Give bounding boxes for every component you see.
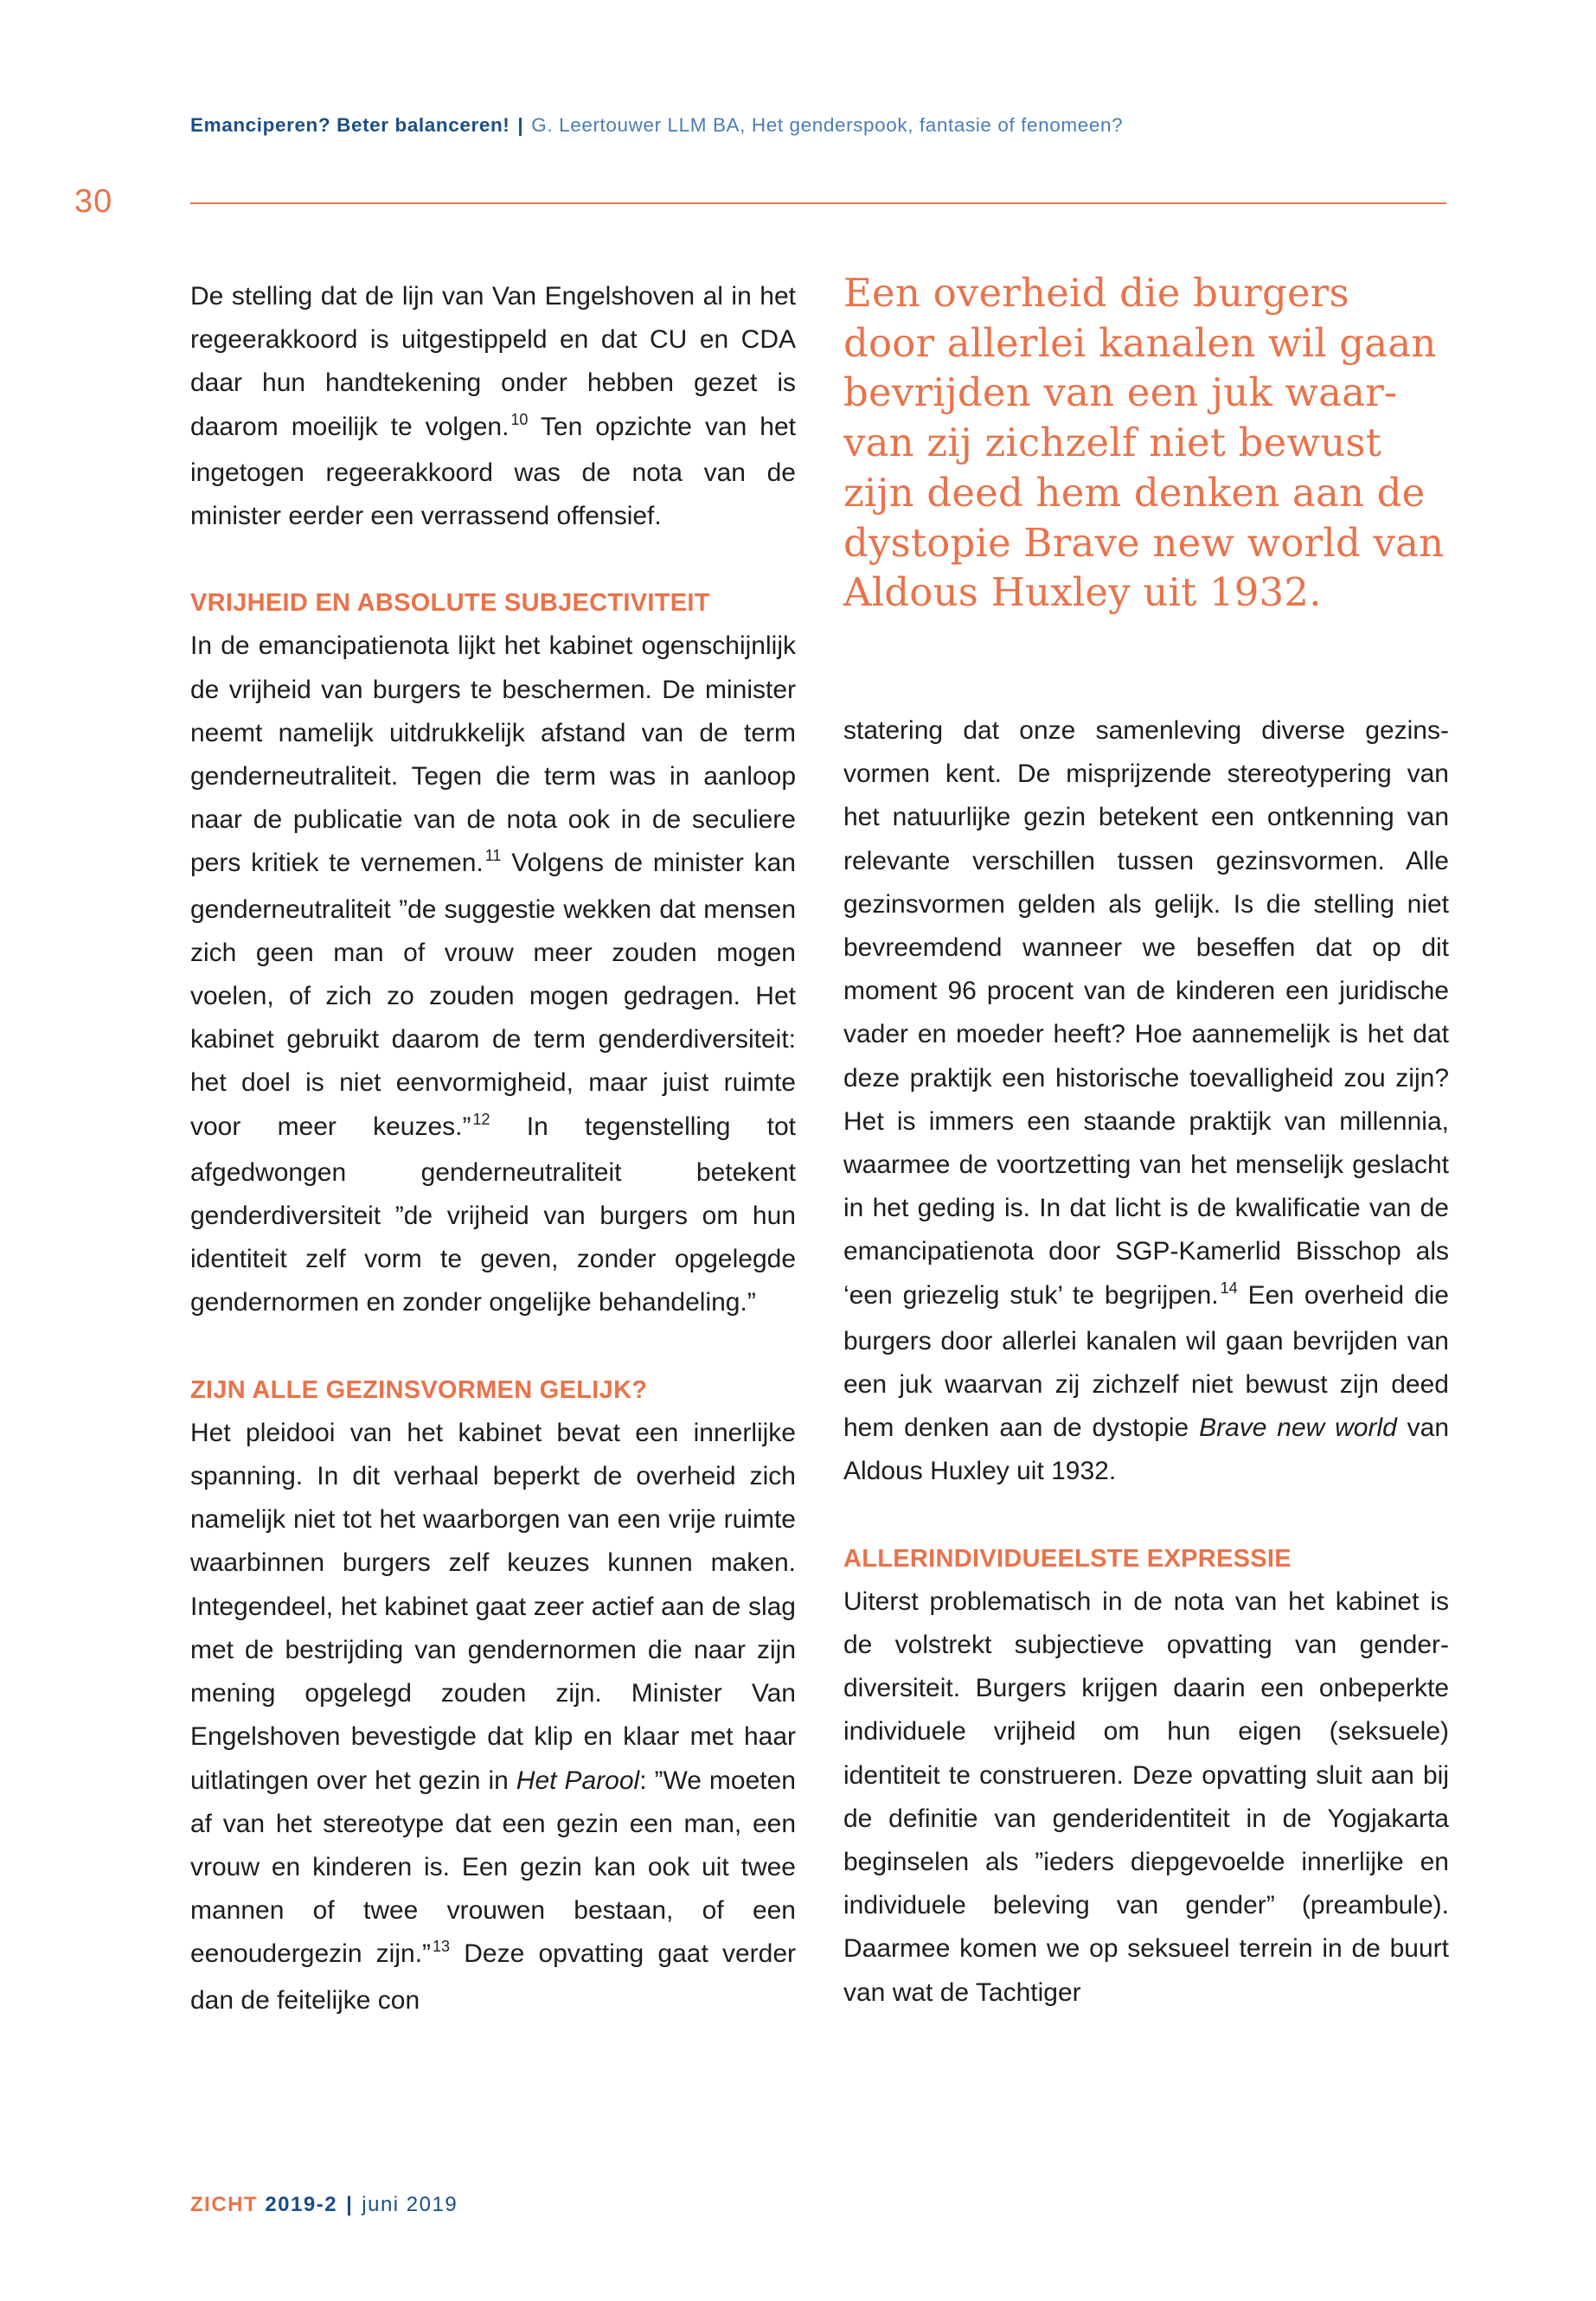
- journal-title: Emanciperen? Beter balanceren!: [190, 114, 510, 136]
- p3-italic-source: Het Parool: [516, 1766, 640, 1795]
- footer-issue: 2019-2: [265, 2193, 338, 2216]
- footnote-ref-11: 11: [484, 847, 502, 865]
- p4-a: statering dat onze samenleving diverse gezinsvormen kent. De misprijzende stereotypering van het natuurlijke gezin betekent een ontkenning van relevante verschillen tussen gezinsvormen. Alle gezinsvormen gelden als gelijk. Is die stelling niet bevreemdend wanneer we beseffen dat op dit moment 96 procent van de kinderen een juridische vader en moeder heeft? Hoe aannemelijk is het dat deze praktijk een historische toevalligheid zou zijn? Het is immers een staande praktijk van millennia, waarmee de voortzetting van het menselijk geslacht in het geding is. In dat licht is de kwalificatie van de emancipatienota door SGP-Kamerlid Bisschop als ‘een griezelig stuk’ te begrijpen.: [843, 716, 1449, 1310]
- footnote-ref-14: 14: [1220, 1279, 1238, 1297]
- page-footer: [190, 2193, 458, 2217]
- right-column: [843, 709, 1449, 2015]
- section-heading-vrijheid: VRIJHEID EN ABSOLUTE SUBJECTIVITEIT: [190, 589, 710, 618]
- page-number: 30: [74, 183, 113, 220]
- p1-text: De stelling dat de lijn van Van Engelshoven al in het regeerakkoord is uitgestippeld en dat CU en CDA daar hun handtekening onder hebben gezet is daarom moeilijk te volgen.: [190, 282, 796, 441]
- p3-c: Deze opvatting gaat verder dan de feitelijke con: [190, 1939, 796, 2015]
- p3-b: : ”We moeten af van het stereotype dat een gezin een man, een vrouw en kinderen is. Een gezin kan ook uit twee mannen of twee vrouwen bestaan, of een eenoudergezin zijn.”: [190, 1766, 796, 1969]
- article-info: G. Leertouwer LLM BA, Het genderspook, fantasie of fenomeen?: [531, 114, 1124, 136]
- pull-quote-block: [843, 268, 1449, 618]
- p3-a: Het pleidooi van het kabinet bevat een innerlijke spanning. In dit verhaal beperkt de overheid zich namelijk niet tot het waarborgen van een vrije ruimte waarbinnen burgers zelf keuzes kunnen maken. Integendeel, het kabinet gaat zeer actief aan de slag met de bestrijding van gendernormen die naar zijn mening opgelegd zouden zijn. Minister Van Engelshoven bevestigde dat klip en klaar met haar uitlatingen over het gezin in: [190, 1418, 796, 1795]
- footnote-ref-13: 13: [433, 1938, 451, 1956]
- p4-c: van Aldous Huxley uit 1932.: [843, 1413, 1450, 1486]
- p2-b: Volgens de minister kan genderneutraliteit ”de suggestie wekken dat mensen zich geen man of vrouw meer zouden mogen voelen, of zich zo zouden mogen gedragen. Het kabinet gebruikt daarom de term genderdiversiteit: het doel is niet eenvormigheid, maar juist ruimte voor meer keuzes.”: [190, 849, 796, 1141]
- p4-b: Een overheid die burgers door allerlei kanalen wil gaan bevrijden van een juk waarvan zij zichzelf niet bewust zijn deed hem denken aan de dystopie: [843, 1280, 1449, 1443]
- paragraph-1: [190, 275, 796, 538]
- footer-separator: |: [346, 2193, 354, 2216]
- p1-tail: Ten opzichte van het ingetogen regeerakkoord was de nota van de minister eerder een verrassend offensief.: [190, 412, 796, 531]
- paragraph-5: Uiterst problematisch in de nota van het kabinet is de volstrekt subjectieve opvatting van genderdiversiteit. Burgers krijgen daarin een onbeperkte individuele vrijheid om hun eigen (seksuele) identiteit te construeren. Deze opvatting sluit aan bij de definitie van genderidentiteit in de Yogjakarta beginselen als ”ieders diepgevoelde innerlijke en individuele beleving van gender” (preambule). Daarmee komen we op seksueel terrein in de buurt van wat de Tachtiger: [843, 1586, 1449, 2007]
- footer-brand: ZICHT: [190, 2193, 259, 2216]
- p2-a: In de emancipatienota lijkt het kabinet ogenschijnlijk de vrijheid van burgers te beschermen. De minister neemt namelijk uitdrukkelijk afstand van de term genderneutraliteit. Tegen die term was in aanloop naar de publicatie van de nota ook in de seculiere pers kritiek te vernemen.: [190, 631, 796, 878]
- p4-italic-title: Brave new world: [1199, 1413, 1397, 1443]
- paragraph-3: [190, 1412, 796, 2022]
- footnote-ref-12: 12: [472, 1110, 490, 1128]
- pull-quote: Een overheid die burgers door allerlei kanalen wil gaan bevrijden van een juk waarvan zij zichzelf niet bewust zijn deed hem denken aan de dystopie Brave new world van Aldous Huxley uit 1932.: [843, 270, 1445, 616]
- footer-date: juni 2019: [362, 2193, 458, 2216]
- footnote-ref-10: 10: [510, 410, 529, 428]
- header-rule: [190, 202, 1446, 204]
- section-heading-gezinsvormen: ZIJN ALLE GEZINSVORMEN GELIJK?: [190, 1375, 648, 1404]
- running-header: [190, 114, 1123, 137]
- header-separator: |: [517, 114, 524, 136]
- paragraph-4: [843, 709, 1449, 1494]
- left-column: [190, 275, 796, 2022]
- p2-c: In tegenstelling tot afgedwongen genderneutraliteit betekent genderdiversiteit ”de vrijheid van burgers om hun identiteit zelf vorm te geven, zonder opgelegde gendernormen en zonder ongelijke behandeling.”: [190, 1112, 796, 1317]
- paragraph-2: [190, 625, 796, 1324]
- section-heading-expressie: ALLERINDIVIDUEELSTE EXPRESSIE: [843, 1544, 1292, 1573]
